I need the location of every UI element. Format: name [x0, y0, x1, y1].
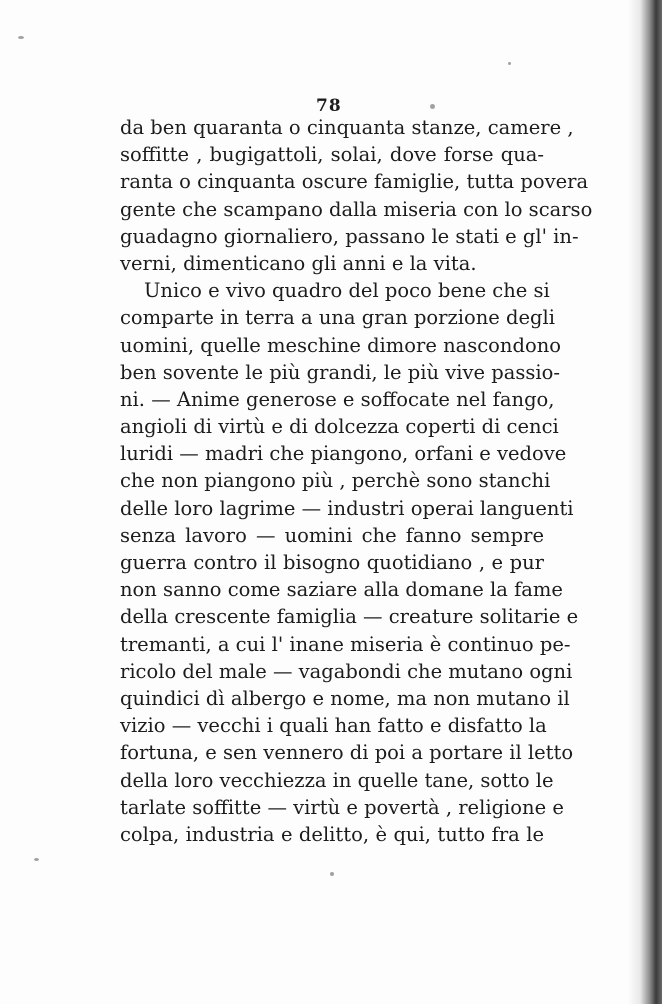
text-line: della loro vecchiezza in quelle tane, sotto le: [120, 768, 554, 792]
text-line: soffitte , bugigattoli, solai, dove forse qua-: [120, 143, 544, 167]
book-binding-edge: [628, 0, 662, 1004]
text-line: ranta o cinquanta oscure famiglie, tutta povera: [120, 170, 589, 194]
text-line: ricolo del male — vagabondi che mutano ogni: [120, 659, 573, 683]
text-line: delle loro lagrime — industri operai languenti: [120, 496, 574, 520]
paper-speck: [430, 104, 435, 109]
text-line: della crescente famiglia — creature solitarie e: [120, 605, 579, 629]
paper-speck: [330, 872, 334, 876]
text-line: ben sovente le più grandi, le più vive passio-: [120, 360, 560, 384]
text-line: luridi — madri che piangono, orfani e vedove: [120, 442, 567, 466]
text-line: guerra contro il bisogno quotidiano , e pur: [120, 551, 544, 574]
text-line: colpa, industria e delitto, è qui, tutto fra le: [120, 822, 544, 846]
text-line: angioli di virtù e di dolcezza coperti di cenci: [120, 415, 559, 439]
paper-speck: [34, 858, 39, 861]
text-line: uomini, quelle meschine dimore nascondono: [120, 333, 562, 357]
text-line: da ben quaranta o cinquanta stanze, camere ,: [120, 116, 574, 139]
text-line: comparte in terra a una gran porzione degli: [120, 306, 556, 330]
body-text: [120, 114, 593, 848]
paper-speck: [508, 62, 511, 65]
text-line: tremanti, a cui l' inane miseria è continuo pe-: [120, 632, 571, 656]
text-line: quindici dì albergo e nome, ma non mutano il: [120, 686, 570, 710]
text-line: guadagno giornaliero, passano le stati e gl' in-: [120, 224, 579, 248]
page-number: 78: [316, 96, 342, 116]
text-line: tarlate soffitte — virtù e povertà , religione e: [120, 795, 564, 819]
text-line: Unico e vivo quadro del poco bene che si: [144, 279, 550, 303]
text-line: ni. — Anime generose e soffocate nel fango,: [120, 387, 555, 411]
text-line: che non piangono più , perchè sono stanchi: [120, 469, 551, 493]
text-line: fortuna, e sen vennero di poi a portare il letto: [120, 741, 574, 765]
paper-speck: [18, 36, 24, 39]
text-line: vizio — vecchi i quali han fatto e disfatto la: [120, 714, 547, 738]
text-line: gente che scampano dalla miseria con lo scarso: [120, 197, 593, 221]
text-line: verni, dimenticano gli anni e la vita.: [120, 251, 477, 275]
text-line: senza lavoro — uomini che fanno sempre: [120, 523, 544, 547]
text-line: non sanno come saziare alla domane la fame: [120, 578, 563, 602]
